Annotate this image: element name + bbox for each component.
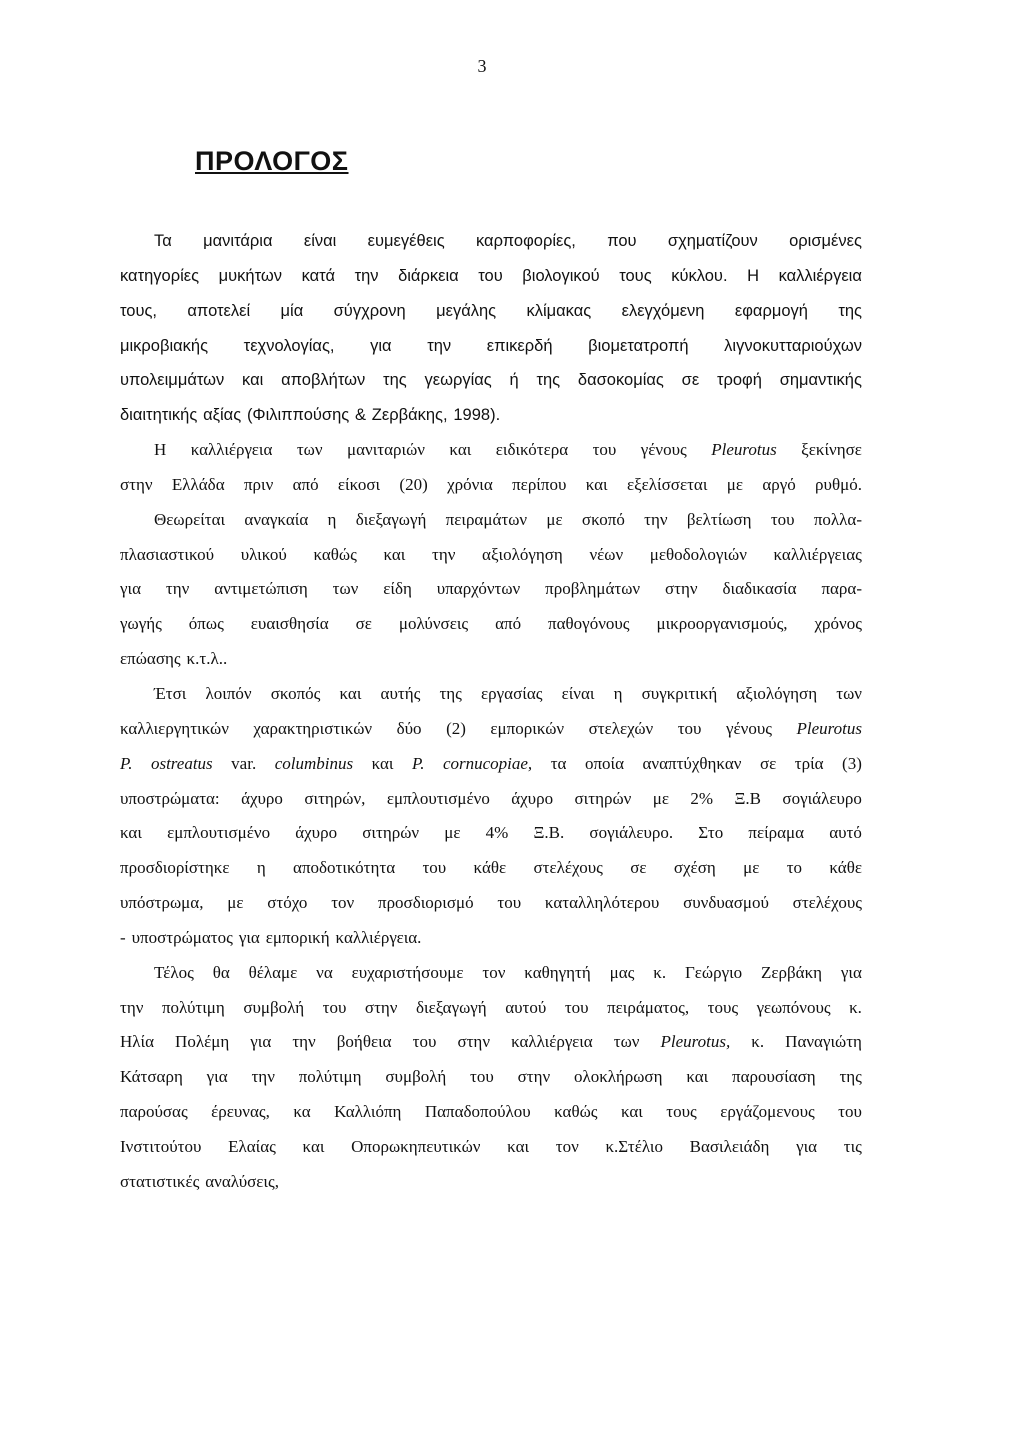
word: (3) [842, 753, 862, 773]
word: ελεγχόμενη [621, 301, 705, 320]
word: Στο [698, 823, 724, 843]
word: τον [331, 893, 355, 913]
word: τρία [794, 753, 824, 773]
word: πλασιαστικού [120, 544, 215, 564]
word: τροφή [716, 371, 762, 390]
text-line [120, 1136, 862, 1171]
word: αποδοτικότητα [293, 858, 396, 878]
word: στην [517, 1067, 551, 1087]
word: γεωπόνους [756, 997, 831, 1017]
text-line [120, 648, 862, 683]
text-line [120, 230, 862, 265]
text-line [120, 892, 862, 927]
word: με [726, 474, 743, 494]
word: βοήθεια [336, 1032, 392, 1052]
word: κ. [849, 997, 862, 1017]
word: του [422, 858, 447, 878]
word: βιομετατροπή [588, 336, 689, 355]
word: θα [212, 962, 230, 982]
word: καλλιεργητικών [120, 718, 229, 738]
word: συμβολή [385, 1067, 447, 1087]
word: νέων [589, 544, 624, 564]
word: μας [609, 962, 635, 982]
word: μικροβιακής [120, 336, 209, 355]
word: Ζερβάκης, [371, 406, 448, 425]
text-line [120, 1101, 862, 1136]
text-line [120, 369, 862, 404]
word: της [839, 1067, 862, 1087]
italic-word: Pleurotus [711, 440, 777, 460]
word: για [120, 579, 141, 599]
word: στελέχους [792, 893, 862, 913]
word: για [250, 1032, 272, 1052]
word: καθώς [313, 544, 357, 564]
word: καλλιέργεια [511, 1032, 593, 1052]
word: και [686, 1067, 709, 1087]
text-line [120, 474, 862, 509]
word: χαρακτηριστικών [253, 718, 373, 738]
word: καλλιέργειας [773, 544, 862, 564]
word: εξελίσσεται [626, 474, 708, 494]
word: αξιολόγηση [736, 683, 818, 703]
text-line [120, 857, 862, 892]
word: Βασιλειάδη [689, 1136, 770, 1156]
word: Η [154, 440, 167, 460]
word: των [836, 683, 862, 703]
word: τους [707, 997, 739, 1017]
word: αυτό [829, 823, 862, 843]
word: σε [630, 858, 647, 878]
text-line [120, 997, 862, 1032]
word: υλικού [240, 544, 287, 564]
word: πειραμάτων [445, 509, 528, 529]
word: τεχνολογίας, [243, 336, 335, 355]
word: καρποφορίες, [476, 232, 576, 250]
word: του [412, 1032, 437, 1052]
word: την [292, 1032, 316, 1052]
word: σύγχρονη [333, 301, 406, 320]
word: του [677, 718, 702, 738]
word: του [497, 893, 522, 913]
word: καταλληλότερου [544, 893, 660, 913]
italic-word: P. [120, 753, 133, 773]
word: μολύνσεις [398, 614, 469, 634]
word: πολύτιμη [161, 997, 225, 1017]
word: πειράματος, [607, 997, 690, 1017]
text-line [120, 683, 862, 718]
word: στελεχών [588, 718, 654, 738]
word: καθώς [554, 1102, 598, 1122]
word: της [838, 301, 862, 320]
word: προσδιορίστηκε [120, 858, 230, 878]
word: εφαρμογή [734, 301, 808, 320]
word: του [770, 509, 795, 529]
word: σκοπό [581, 509, 625, 529]
word: του [470, 1067, 494, 1087]
text-line [120, 718, 862, 753]
word: παρουσίαση [732, 1067, 816, 1087]
word: 2% [690, 788, 714, 808]
text-line [120, 509, 862, 544]
text-line [120, 578, 862, 613]
word: αξιολόγηση [482, 544, 563, 564]
word: να [316, 962, 333, 982]
word: καλλιέργεια [778, 266, 862, 285]
text-line [120, 927, 862, 962]
word: καλλιέργεια [190, 440, 273, 460]
word: υποστρώματος [131, 927, 233, 947]
word: αποτελεί [187, 301, 251, 320]
word: ευχαριστήσουμε [351, 962, 464, 982]
word: για [238, 927, 260, 947]
word: άχυρο [241, 788, 283, 808]
word: είδη [383, 579, 412, 599]
word: var. [231, 753, 257, 773]
text-line [120, 788, 862, 823]
word: τους [619, 266, 652, 285]
word: σε [759, 753, 777, 773]
word: διεξαγωγή [355, 509, 427, 529]
text-line [120, 822, 862, 857]
word: στην [665, 579, 698, 599]
word: αναπτύχθηκαν [642, 753, 742, 773]
word: εργάζομενους [720, 1102, 815, 1122]
word: πολλα- [813, 509, 862, 529]
italic-word: P. [412, 753, 425, 773]
word: μανιτάρια [203, 232, 273, 250]
word: την [251, 1067, 275, 1087]
word: Η [747, 266, 760, 285]
text-line [120, 439, 862, 474]
word: την [432, 544, 456, 564]
word: κατηγορίες [120, 266, 200, 285]
word: αυτού [505, 997, 547, 1017]
word: Καλλιόπη [334, 1102, 402, 1122]
word: βιολογικού [522, 266, 600, 285]
word: 4% [485, 823, 509, 843]
text-line [120, 962, 862, 997]
text-line [120, 335, 862, 370]
word: ρυθμό. [815, 474, 862, 494]
word: και [507, 1136, 530, 1156]
word: αυτής [380, 683, 421, 703]
word: εργασίας [481, 683, 543, 703]
word: 1998). [453, 406, 501, 425]
word: την [120, 997, 144, 1017]
word: (Φιλιππούσης [246, 406, 350, 425]
italic-word: columbinus [274, 753, 354, 773]
body-text [120, 230, 862, 1206]
word: στατιστικές [120, 1171, 200, 1191]
word: Θεωρείται [154, 509, 226, 529]
text-line [120, 1066, 862, 1101]
word: παθογόνους [548, 614, 630, 634]
word: βελτίωση [686, 509, 752, 529]
word: ευαισθησία [250, 614, 329, 634]
word: πριν [243, 474, 274, 494]
word: σημαντικής [779, 371, 862, 390]
word: τον [482, 962, 506, 982]
word: μεθοδολογιών [649, 544, 747, 564]
word: ή [509, 371, 519, 390]
word: για [840, 962, 862, 982]
word: τα [550, 753, 567, 773]
word: σε [681, 371, 700, 390]
word: κλίμακας [526, 301, 592, 320]
word: ευμεγέθεις [367, 232, 445, 250]
word: Ζερβάκη [761, 962, 823, 982]
word: το [786, 858, 803, 878]
word: λιγνοκυτταριούχων [724, 336, 862, 355]
italic-word: ostreatus [150, 753, 213, 773]
word: Έτσι [154, 683, 187, 703]
word: συνδυασμού [683, 893, 769, 913]
text-line [120, 753, 862, 788]
word: υπαρχόντων [436, 579, 521, 599]
word: σκοπός [270, 683, 321, 703]
word: και [383, 544, 406, 564]
word: από [292, 474, 319, 494]
word: διαδικασία [722, 579, 797, 599]
word: πολύτιμη [298, 1067, 362, 1087]
word: μικροοργανισμούς, [656, 614, 788, 634]
word: κα [293, 1102, 311, 1122]
word: καθηγητή [524, 962, 591, 982]
word: δασοκομίας [577, 371, 664, 390]
word: στην [457, 1032, 491, 1052]
word: των [296, 440, 323, 460]
word: Οπορωκηπευτικών [351, 1136, 481, 1156]
word: για [796, 1136, 818, 1156]
word: (2) [446, 718, 466, 738]
word: προσδιορισμό [377, 893, 474, 913]
word: & [355, 406, 367, 425]
word: θέλαμε [248, 962, 298, 982]
word: Παπαδοπούλου [424, 1102, 531, 1122]
word: Ξ.Β [734, 788, 762, 808]
text-line [120, 265, 862, 300]
word: εμπορική [265, 927, 330, 947]
page-number: 3 [477, 56, 487, 76]
word: συγκριτική [641, 683, 718, 703]
word: του [592, 440, 617, 460]
word: μανιταριών [347, 440, 425, 460]
word: Γεώργιο [684, 962, 743, 982]
italic-word: Pleurotus [796, 718, 862, 738]
word: καλλιέργεια. [335, 927, 422, 947]
italic-word: Pleurotus, [660, 1032, 731, 1052]
word: ειδικότερα [495, 440, 569, 460]
word: κ.Στέλιο [605, 1136, 663, 1156]
word: κατά [301, 266, 335, 285]
text-line [120, 300, 862, 335]
word: και [242, 371, 264, 390]
word: κάθε [829, 858, 862, 878]
word: διεξαγωγή [416, 997, 487, 1017]
word: είκοσι [337, 474, 381, 494]
word: είναι [303, 232, 337, 250]
word: και [449, 440, 472, 460]
word: με [227, 893, 244, 913]
word: η [613, 683, 623, 703]
word: δύο [396, 718, 422, 738]
word: άχυρο [295, 823, 338, 843]
word: και [339, 683, 362, 703]
word: τους [666, 1102, 697, 1122]
word: του [478, 266, 503, 285]
word: Ελαίας [228, 1136, 276, 1156]
word: της [383, 371, 407, 390]
word: παρα- [821, 579, 862, 599]
word: επώασης [120, 649, 181, 669]
word: η [327, 509, 337, 529]
word: με [743, 858, 760, 878]
page-title: ΠΡΟΛΟΓΟΣ [195, 146, 349, 176]
word: τους, [120, 301, 158, 320]
word: την [165, 579, 190, 599]
word: εμπορικών [490, 718, 565, 738]
word: Παναγιώτη [785, 1032, 862, 1052]
word: και [120, 823, 142, 843]
word: του [322, 997, 347, 1017]
word: των [613, 1032, 640, 1052]
word: της [536, 371, 561, 390]
word: πείραμα [748, 823, 805, 843]
word: από [495, 614, 522, 634]
word: κ. [751, 1032, 765, 1052]
word: παρούσας [120, 1102, 188, 1122]
word: χρόνος [814, 614, 862, 634]
word: την [644, 509, 668, 529]
word: Ελλάδα [171, 474, 225, 494]
word: του [838, 1102, 862, 1122]
word: προβλημάτων [545, 579, 641, 599]
word: σογιάλευρο. [589, 823, 674, 843]
word: και [585, 474, 608, 494]
word: - [120, 927, 126, 947]
word: που [607, 232, 637, 250]
word: την [354, 266, 379, 285]
word: κάθε [473, 858, 507, 878]
word: υπολειμμάτων [120, 371, 225, 390]
word: μεγάλης [436, 301, 497, 320]
word: συμβολή [243, 997, 305, 1017]
word: περίπου [512, 474, 567, 494]
text-line [120, 544, 862, 579]
text-line [120, 1031, 862, 1066]
word: σχηματίζουν [667, 232, 758, 250]
word: για [370, 336, 392, 355]
word: όπως [188, 614, 224, 634]
word: Κάτσαρη [120, 1067, 183, 1087]
word: της [439, 683, 462, 703]
word: με [444, 823, 461, 843]
word: λοιπόν [205, 683, 252, 703]
word: στην [364, 997, 398, 1017]
word: μία [280, 301, 304, 320]
word: Ινστιτούτου [120, 1136, 202, 1156]
word: των [332, 579, 359, 599]
word: κ. [653, 962, 667, 982]
word: διαιτητικής [120, 406, 198, 425]
italic-word: cornucopiae, [442, 753, 533, 773]
word: (20) [399, 474, 428, 494]
word: χρόνια [447, 474, 493, 494]
word: γένους [640, 440, 687, 460]
word: ολοκλήρωση [573, 1067, 663, 1087]
word: ορισμένες [789, 232, 862, 250]
word: Ξ.Β. [533, 823, 565, 843]
word: στελέχους [533, 858, 603, 878]
word: αντιμετώπιση [214, 579, 308, 599]
word: Τέλος [154, 962, 194, 982]
word: Ηλία [120, 1032, 154, 1052]
word: αποβλήτων [281, 371, 366, 390]
word: σιτηρών [362, 823, 420, 843]
word: αργό [762, 474, 796, 494]
word: τον [555, 1136, 579, 1156]
word: σιτηρών, [304, 788, 366, 808]
text-line [120, 1171, 862, 1206]
text-line [120, 404, 862, 439]
word: γωγής [120, 614, 162, 634]
word: την [427, 336, 452, 355]
word: σε [355, 614, 372, 634]
word: με [546, 509, 563, 529]
word: εμπλουτισμένο [167, 823, 271, 843]
word: έρευνας, [211, 1102, 270, 1122]
word: γεωργίας [424, 371, 492, 390]
word: σογιάλευρο [782, 788, 862, 808]
word: στόχο [267, 893, 308, 913]
word: εμπλουτισμένο [386, 788, 490, 808]
word: γένους [725, 718, 772, 738]
word: τις [843, 1136, 862, 1156]
word: κ.τ.λ.. [186, 649, 228, 669]
word: η [256, 858, 266, 878]
word: και [302, 1136, 325, 1156]
word: διάρκεια [398, 266, 459, 285]
word: είναι [561, 683, 595, 703]
word: άχυρο [511, 788, 554, 808]
word: υποστρώματα: [120, 788, 220, 808]
word: αξίας [203, 406, 242, 425]
word: για [206, 1067, 228, 1087]
word: του [564, 997, 589, 1017]
word: σιτηρών [574, 788, 632, 808]
word: αναλύσεις, [205, 1171, 279, 1191]
word: ξεκίνησε [801, 440, 862, 460]
word: αναγκαία [244, 509, 309, 529]
word: στην [120, 474, 153, 494]
text-line [120, 613, 862, 648]
word: σχέση [673, 858, 716, 878]
word: Τα [154, 232, 172, 250]
word: Πολέμη [175, 1032, 230, 1052]
word: κύκλου. [671, 266, 728, 285]
word: με [652, 788, 669, 808]
word: και [620, 1102, 643, 1122]
word: και [371, 753, 394, 773]
word: επικερδή [486, 336, 553, 355]
word: οποία [584, 753, 625, 773]
word: μυκήτων [218, 266, 283, 285]
word: υπόστρωμα, [120, 893, 204, 913]
